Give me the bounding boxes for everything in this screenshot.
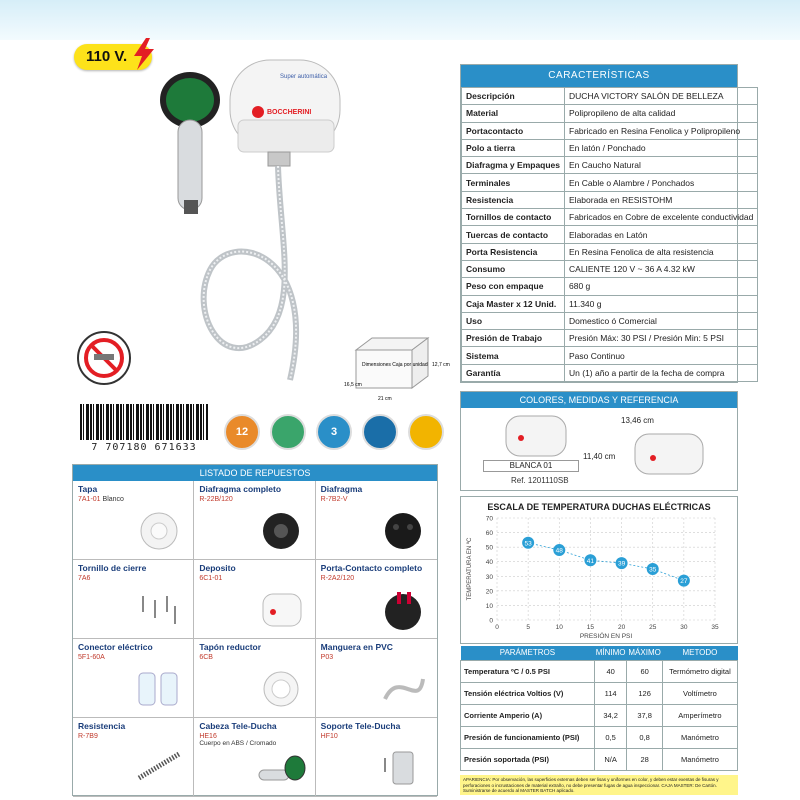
diaphragm-icon — [379, 511, 427, 551]
spare-part-name: Tapón reductor — [199, 642, 262, 652]
spare-part-name: Conector eléctrico — [78, 642, 153, 652]
characteristics-row — [462, 88, 758, 105]
characteristic-key: Uso — [462, 312, 565, 329]
spare-part-name: Cabeza Tele-Ducha — [199, 721, 277, 731]
y-tick-label: 0 — [489, 617, 493, 625]
characteristic-key: Peso con empaque — [462, 278, 565, 295]
width-dim: 13,46 cm — [621, 416, 654, 425]
param-cell: Tensión eléctrica Voltios (V) — [461, 682, 595, 704]
characteristic-key: Sistema — [462, 347, 565, 364]
characteristic-value: Fabricados en Cobre de excelente conductividad — [565, 209, 758, 226]
characteristics-row — [462, 122, 758, 139]
param-cell: 40 — [594, 660, 627, 682]
spare-part-item — [316, 718, 437, 797]
no-install-warning-icon — [76, 330, 132, 386]
y-tick-label: 20 — [485, 588, 493, 596]
warranty-icon: 12 — [224, 414, 260, 450]
svg-text:Dimensiones Caja por unidad: Dimensiones Caja por unidad — [362, 362, 428, 368]
characteristic-key: Porta Resistencia — [462, 243, 565, 260]
characteristic-value: En Resina Fenolica de alta resistencia — [565, 243, 758, 260]
spare-part-item — [316, 481, 437, 560]
connector-icon — [135, 669, 183, 709]
characteristic-value: Domestico ó Comercial — [565, 312, 758, 329]
characteristic-key: Material — [462, 105, 565, 122]
heater-side-icon — [631, 428, 711, 480]
characteristic-value: Elaboradas en Latón — [565, 226, 758, 243]
param-cell: 34,2 — [594, 704, 627, 726]
param-cell: N/A — [594, 748, 627, 770]
param-row — [461, 748, 738, 770]
characteristics-table — [460, 64, 754, 383]
diaphragm-full-icon — [257, 511, 305, 551]
barcode-number: 7 707180 671633 — [91, 442, 197, 453]
param-cell: Manómetro — [662, 726, 737, 748]
characteristic-value: En Cable o Alambre / Ponchados — [565, 174, 758, 191]
characteristics-row — [462, 209, 758, 226]
spare-part-code: 6CB — [199, 654, 213, 661]
spare-part-item — [73, 481, 194, 560]
svg-text:BOCCHERINI: BOCCHERINI — [267, 109, 312, 116]
param-cell: 114 — [594, 682, 627, 704]
spare-parts-list — [72, 464, 438, 796]
param-cell: Voltímetro — [662, 682, 737, 704]
svg-text:21 cm: 21 cm — [378, 396, 392, 402]
spare-part-code: 5F1-60A — [78, 654, 105, 661]
param-cell: Corriente Amperio (A) — [461, 704, 595, 726]
appearance-note: APARIENCIA: Por observación, las superficies externas deben ser lisas y uniformes en color, y deben estar exentas de fisuras y perforaciones o incrustaciones de material extraño, no debe presentar fugas de agua inspeccionar. CAJA MASTER: De Cartón. Suministrarse de acuerdo al MASTER BATCH aplicado. — [460, 775, 738, 795]
characteristic-value: Un (1) año a partir de la fecha de compra — [565, 364, 758, 381]
spare-part-code: HE16 — [199, 733, 217, 740]
x-tick-label: 35 — [711, 624, 719, 631]
heater-front-icon — [501, 414, 571, 458]
characteristics-row — [462, 191, 758, 208]
data-label: 53 — [524, 540, 532, 548]
spare-part-item — [194, 481, 315, 560]
shower-head-icon — [257, 748, 305, 788]
param-row — [461, 660, 738, 682]
param-cell: Amperímetro — [662, 704, 737, 726]
characteristic-key: Terminales — [462, 174, 565, 191]
spare-part-name: Resistencia — [78, 721, 126, 731]
screws-icon — [135, 590, 183, 630]
characteristic-key: Presión de Trabajo — [462, 330, 565, 347]
characteristic-value: CALIENTE 120 V ~ 36 A 4.32 kW — [565, 260, 758, 277]
spare-part-code: R-7B2-V — [320, 496, 348, 503]
height-dim: 11,40 cm — [583, 452, 616, 461]
characteristics-row — [462, 347, 758, 364]
spare-part-item — [194, 639, 315, 718]
y-tick-label: 40 — [485, 559, 493, 567]
y-tick-label: 60 — [485, 530, 493, 538]
series-line — [528, 543, 684, 581]
param-header: MÍNIMO — [594, 646, 627, 660]
characteristic-key: Garantía — [462, 364, 565, 381]
spare-part-name: Soporte Tele-Ducha — [320, 721, 401, 731]
characteristics-row — [462, 364, 758, 381]
spare-part-code: R-2A2/120 — [320, 575, 355, 582]
characteristics-row — [462, 139, 758, 156]
param-cell: Presión de funcionamiento (PSI) — [461, 726, 595, 748]
data-label: 41 — [586, 557, 595, 565]
param-cell: 60 — [627, 660, 662, 682]
spare-part-code: HF10 — [320, 733, 338, 740]
box-dimension-diagram — [344, 336, 450, 404]
spare-part-item — [73, 560, 194, 639]
spare-part-code: 7A1-01 Blanco — [78, 496, 124, 503]
spare-part-name: Tornillo de cierre — [78, 563, 147, 573]
spare-part-item — [316, 639, 437, 718]
characteristic-value: En latón / Ponchado — [565, 139, 758, 156]
x-axis-label: PRESIÓN EN PSI — [579, 633, 633, 640]
plug-icon — [257, 669, 305, 709]
characteristics-row — [462, 174, 758, 191]
param-header: METODO — [662, 646, 737, 660]
x-tick-label: 15 — [586, 624, 595, 631]
voltage-badge: 110 V. — [74, 44, 152, 70]
param-row — [461, 682, 738, 704]
characteristics-row — [462, 157, 758, 174]
characteristics-row — [462, 295, 758, 312]
y-tick-label: 50 — [485, 544, 493, 552]
spare-parts-title: LISTADO DE REPUESTOS — [73, 465, 437, 481]
data-label: 39 — [617, 560, 626, 568]
y-tick-label: 70 — [485, 515, 493, 523]
spare-part-name: Manguera en PVC — [320, 642, 393, 652]
characteristic-value: 11.340 g — [565, 295, 758, 312]
tank-icon — [257, 590, 305, 630]
param-cell: Termómetro digital — [662, 660, 737, 682]
characteristic-key: Resistencia — [462, 191, 565, 208]
characteristics-row — [462, 243, 758, 260]
spare-part-code: 6C1-01 — [199, 575, 223, 582]
param-header: PARÁMETROS — [461, 646, 595, 660]
param-row — [461, 704, 738, 726]
x-tick-label: 0 — [495, 624, 499, 631]
param-cell: Temperatura ºC / 0.5 PSI — [461, 660, 595, 682]
spare-part-item — [316, 560, 437, 639]
characteristic-key: Tornillos de contacto — [462, 209, 565, 226]
characteristic-value: Polipropileno de alta calidad — [565, 105, 758, 122]
characteristics-row — [462, 105, 758, 122]
param-cell: 0,5 — [594, 726, 627, 748]
spare-part-code: R-7B9 — [78, 733, 98, 740]
param-cell: 0,8 — [627, 726, 662, 748]
colors-section — [460, 391, 738, 491]
characteristic-value: DUCHA VICTORY SALÓN DE BELLEZA — [565, 88, 758, 105]
data-label: 27 — [680, 578, 688, 586]
spare-part-sub: Cuerpo en ABS / Cromado — [199, 740, 277, 747]
spare-part-code: R-22B/120 — [199, 496, 233, 503]
characteristic-value: En Caucho Natural — [565, 157, 758, 174]
spare-part-name: Diafragma — [320, 484, 363, 494]
param-cell: 37,8 — [627, 704, 662, 726]
characteristic-key: Tuercas de contacto — [462, 226, 565, 243]
coil-icon — [135, 748, 183, 788]
y-tick-label: 10 — [485, 602, 493, 610]
characteristic-value: Presión Máx: 30 PSI / Presión Min: 5 PSI — [565, 330, 758, 347]
x-tick-label: 20 — [617, 624, 626, 631]
spare-part-code: 7A6 — [78, 575, 91, 582]
characteristics-row — [462, 226, 758, 243]
spare-part-item — [194, 718, 315, 797]
data-label: 48 — [555, 547, 563, 555]
characteristics-title: CARACTERÍSTICAS — [461, 65, 737, 87]
characteristic-key: Consumo — [462, 260, 565, 277]
svg-text:12,7 cm: 12,7 cm — [432, 362, 450, 368]
x-tick-label: 10 — [555, 624, 563, 631]
spare-part-item — [73, 639, 194, 718]
parameters-table — [460, 646, 738, 771]
spare-part-code: P03 — [320, 654, 334, 661]
header-wave — [0, 0, 800, 40]
x-tick-label: 25 — [649, 624, 657, 631]
svg-text:Super automática: Super automática — [280, 74, 328, 80]
param-row — [461, 726, 738, 748]
characteristic-value: Fabricado en Resina Fenolica y Polipropileno — [565, 122, 758, 139]
chart-title: ESCALA DE TEMPERATURA DUCHAS ELÉCTRICAS — [487, 502, 711, 512]
water-saving-icon — [362, 414, 398, 450]
hose-icon — [379, 669, 427, 709]
barcode — [80, 404, 208, 454]
color-name: BLANCA 01 — [483, 460, 579, 472]
characteristic-value: Paso Continuo — [565, 347, 758, 364]
cap-icon — [135, 511, 183, 551]
param-cell: 126 — [627, 682, 662, 704]
characteristic-key: Caja Master x 12 Unid. — [462, 295, 565, 312]
spare-part-item — [73, 718, 194, 797]
temperature-scale-chart — [460, 496, 738, 644]
guarantee-icon — [408, 414, 444, 450]
spare-part-name: Diafragma completo — [199, 484, 282, 494]
contact-holder-icon — [379, 590, 427, 630]
y-tick-label: 30 — [485, 573, 493, 581]
certification-icons — [224, 414, 444, 450]
characteristic-key: Descripción — [462, 88, 565, 105]
param-cell: 28 — [627, 748, 662, 770]
characteristics-row — [462, 260, 758, 277]
characteristic-key: Polo a tierra — [462, 139, 565, 156]
param-cell: Manómetro — [662, 748, 737, 770]
param-cell: Presión soportada (PSI) — [461, 748, 595, 770]
years-icon: 3 — [316, 414, 352, 450]
quality-icon — [270, 414, 306, 450]
x-tick-label: 30 — [680, 624, 688, 631]
y-axis-label: TEMPERATURA EN ºC — [467, 537, 473, 601]
characteristics-row — [462, 278, 758, 295]
spare-part-name: Tapa — [78, 484, 98, 494]
characteristics-row — [462, 330, 758, 347]
characteristics-row — [462, 312, 758, 329]
spare-part-name: Deposito — [199, 563, 236, 573]
colors-title: COLORES, MEDIDAS Y REFERENCIA — [461, 392, 737, 408]
characteristic-value: Elaborada en RESISTOHM — [565, 191, 758, 208]
param-header: MÁXIMO — [627, 646, 662, 660]
data-label: 35 — [649, 566, 657, 574]
spare-part-name: Porta-Contacto completo — [320, 563, 423, 573]
characteristic-value: 680 g — [565, 278, 758, 295]
color-ref: Ref. 1201110SB — [511, 476, 569, 485]
characteristic-key: Diafragma y Empaques — [462, 157, 565, 174]
x-tick-label: 5 — [526, 624, 530, 631]
bracket-icon — [379, 748, 427, 788]
svg-text:16,5 cm: 16,5 cm — [344, 382, 362, 388]
spare-part-item — [194, 560, 315, 639]
characteristic-key: Portacontacto — [462, 122, 565, 139]
